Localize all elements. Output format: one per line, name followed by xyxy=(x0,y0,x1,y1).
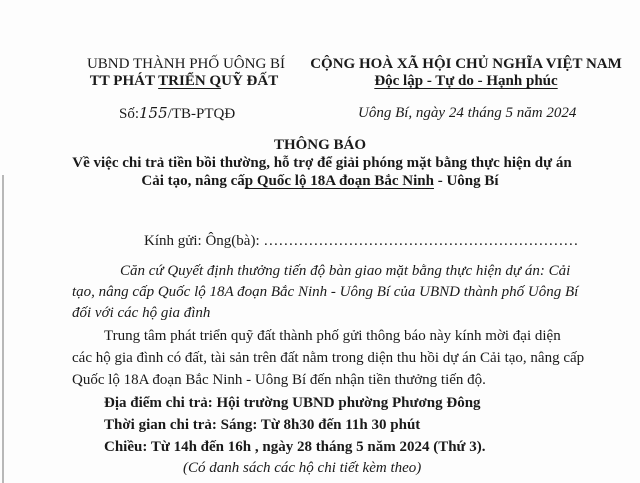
doc-number-prefix: Số: xyxy=(119,106,140,122)
doc-number-suffix: /TB-PTQĐ xyxy=(167,106,236,122)
notice-heading: THÔNG BÁO xyxy=(273,137,367,153)
basis-line-2: tạo, nâng cấp Quốc lộ 18A đoạn Bắc Ninh - Uông Bí của UBND thành phố Uông Bí xyxy=(72,284,579,300)
recipient-label: Kính gửi: Ông(bà): xyxy=(144,233,264,249)
subject-part: - Uông Bí xyxy=(433,173,499,189)
invitation-line-2: các hộ gia đình có đất, tài sản trên đất nằm trong diện thu hồi dự án Cải tạo, nâng cấp xyxy=(72,350,585,366)
payment-location: Địa điểm chi trả: Hội trường UBND phường Phương Đông xyxy=(104,395,481,411)
invitation-line-1: Trung tâm phát triển quỹ đất thành phố gửi thông báo này kính mời đại diện xyxy=(104,328,561,344)
scan-page-edge xyxy=(2,175,4,483)
doc-number xyxy=(119,106,235,122)
notice-subject-line2 xyxy=(141,174,498,189)
national-motto: Độc lập - Tự do - Hạnh phúc xyxy=(374,73,558,89)
org-name xyxy=(90,74,278,89)
basis-line-1: Căn cứ Quyết định thưởng tiến độ bàn giao mặt bằng thực hiện dự án: Cải xyxy=(120,263,571,279)
org-name-part: UỸ ĐẤT xyxy=(221,73,279,89)
subject-underlined: p Quốc lộ 18A đoạn Bắc Ninh xyxy=(244,173,434,189)
recipient-blank: ……………………………………………………… xyxy=(263,233,579,249)
invitation-line-3: Quốc lộ 18A đoạn Bắc Ninh - Uông Bí đến nhận tiền thưởng tiến độ. xyxy=(72,372,486,388)
basis-line-3: đối với các hộ gia đình xyxy=(72,305,211,321)
org-parent: UBND THÀNH PHỐ UÔNG BÍ xyxy=(86,56,286,72)
payment-time-afternoon: Chiều: Từ 14h đến 16h , ngày 28 tháng 5 năm 2024 (Thứ 3). xyxy=(104,439,486,455)
org-name-underlined: TRIỂN Q xyxy=(158,73,222,89)
payment-time-morning: Thời gian chi trả: Sáng: Từ 8h30 đến 11h 30 phút xyxy=(104,417,421,433)
org-name-part: TT PHÁT xyxy=(89,73,159,89)
doc-number-handwritten: 155 xyxy=(139,104,168,122)
country-name: CỘNG HOÀ XÃ HỘI CHỦ NGHĨA VIỆT NAM xyxy=(310,56,622,72)
place-date: Uông Bí, ngày 24 tháng 5 năm 2024 xyxy=(358,105,577,121)
subject-part: Cải tạo, nâng cấ xyxy=(141,173,245,189)
attachment-note: (Có danh sách các hộ chi tiết kèm theo) xyxy=(183,460,422,476)
recipient-line xyxy=(144,234,578,249)
notice-subject-line1: Về việc chi trả tiền bồi thường, hỗ trợ để giải phóng mặt bằng thực hiện dự án xyxy=(72,155,572,171)
